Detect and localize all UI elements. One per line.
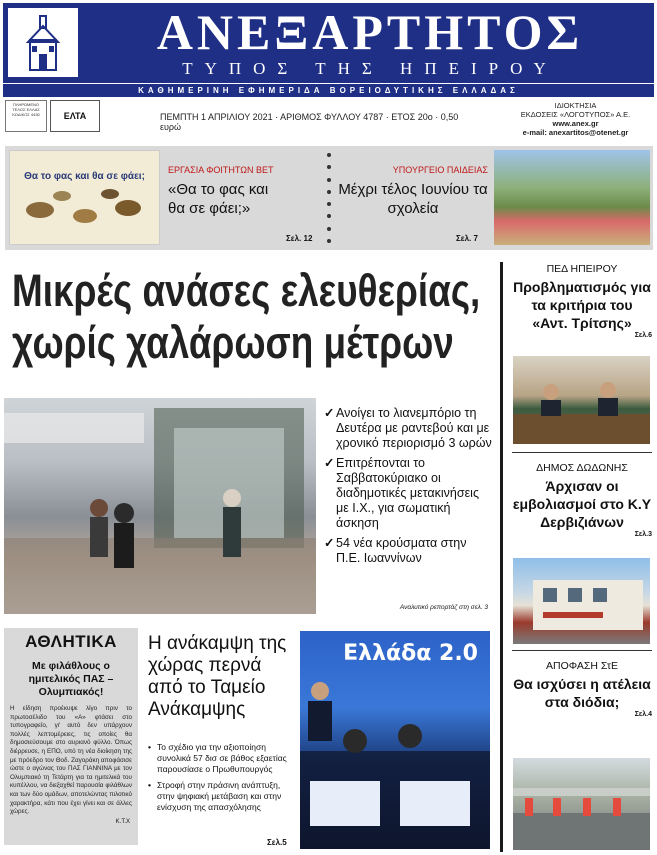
- poster-title: Θα το φας και θα σε φάει;: [24, 171, 145, 182]
- band-left-article[interactable]: [168, 165, 318, 218]
- recovery-event-photo: [300, 631, 490, 849]
- toll-illustration: [513, 758, 650, 850]
- owner-publisher: ΕΚΔΟΣΕΙΣ «ΛΟΓΟΤΥΠΟΣ» Α.Ε.: [520, 110, 631, 119]
- sports-signature: Κ.Τ.Χ: [115, 818, 130, 825]
- main-headline-line2: χωρίς χαλάρωση μέτρων: [12, 317, 454, 368]
- recovery-page: Σελ.5: [267, 838, 287, 847]
- main-bullet-1: ✓ Ανοίγει το λιανεμπόριο τη Δευτέρα με ραντεβού και με χρονικό περιορισμό 3 ωρών: [324, 406, 494, 451]
- sports-headline[interactable]: Με φιλάθλους ο ημιτελικός ΠΑΣ – Ολυμπιακός!: [28, 660, 114, 698]
- health-center-photo: [513, 558, 650, 644]
- dotted-separator: [326, 153, 331, 243]
- event-poster-image: [9, 150, 160, 245]
- ownership-info: [498, 101, 653, 137]
- band-left-page: Σελ. 12: [286, 234, 313, 243]
- meeting-illustration: [513, 356, 650, 444]
- recovery-headline[interactable]: Η ανάκαμψη της χώρας περνά από το Ταμείο Ανάκαμψης: [148, 633, 287, 720]
- main-headline[interactable]: [12, 265, 481, 369]
- dateline: ΠΕΜΠΤΗ 1 ΑΠΡΙΛΙΟΥ 2021 · ΑΡΙΘΜΟΣ ΦΥΛΛΟΥ 4787 · ΕΤΟΣ 20ο · 0,50 ευρώ: [160, 112, 459, 132]
- right-article-3-caption: ΑΠΟΦΑΣΗ ΣτΕ: [546, 660, 618, 672]
- main-bullet-3: ✓ 54 νέα κρούσματα στην Π.Ε. Ιωαννίνων: [324, 536, 494, 566]
- main-bullets: [324, 406, 494, 571]
- schoolchildren-photo: [494, 150, 650, 245]
- owner-email[interactable]: e-mail: anexartitos@otenet.gr: [522, 128, 629, 137]
- newspaper-logo: [6, 6, 80, 79]
- right-article-2[interactable]: [512, 462, 652, 538]
- right-article-3-page: Σελ.4: [634, 711, 652, 718]
- column-divider: [500, 262, 503, 852]
- right-article-3-headline[interactable]: Θα ισχύσει η ατέλεια στα διόδια;: [513, 676, 651, 710]
- postage-badge: ΠΛΗΡΩΜΕΝΟ ΤΕΛΟΣ ΕΛΛΑΣ ΚΩΔΙΚΟΣ 4430: [5, 100, 47, 132]
- owner-website[interactable]: www.anex.gr: [552, 119, 599, 128]
- right-article-2-page: Σελ.3: [634, 531, 652, 538]
- newspaper-subtitle: ΤΥΠΟΣ ΤΗΣ ΗΠΕΙΡΟΥ: [182, 59, 558, 78]
- insects-illustration: [10, 182, 159, 232]
- owner-label: ΙΔΙΟΚΤΗΣΙΑ: [554, 101, 597, 110]
- greece-2-0-logo: Ελλάδα 2.0: [343, 641, 478, 666]
- elta-label: ΕΛΤΑ: [63, 111, 87, 121]
- report-reference: Αναλυτικό ρεπορτάζ στη σελ. 3: [399, 604, 488, 611]
- sports-caption: ΑΘΛΗΤΙΚΑ: [25, 632, 117, 651]
- newspaper-tagline: ΚΑΘΗΜΕΡΙΝΗ ΕΦΗΜΕΡΙΔΑ ΒΟΡΕΙΟΔΥΤΙΚΗΣ ΕΛΛΑΔΑΣ: [3, 84, 654, 97]
- storefront-illustration: [4, 398, 316, 614]
- shopping-street-photo: [4, 398, 316, 614]
- recovery-bullet-2: • Στροφή στην πράσινη ανάπτυξη, στην ψηφιακή μετάβαση και στην ενίσχυση της απασχόλησης: [148, 780, 294, 813]
- toll-station-photo: [513, 758, 650, 850]
- church-icon: [12, 12, 74, 74]
- right-article-1[interactable]: [512, 263, 652, 339]
- band-right-article[interactable]: [338, 165, 488, 218]
- right-separator-2: [512, 650, 652, 651]
- band-left-caption: ΕΡΓΑΣΙΑ ΦΟΙΤΗΤΩΝ ΒΕΤ: [168, 165, 274, 175]
- right-article-3[interactable]: [512, 660, 652, 718]
- band-right-caption: ΥΠΟΥΡΓΕΙΟ ΠΑΙΔΕΙΑΣ: [392, 165, 488, 175]
- meeting-photo: [513, 356, 650, 444]
- elta-badge: [50, 100, 100, 132]
- band-left-headline[interactable]: «Θα το φας και θα σε φάει;»: [168, 181, 269, 217]
- right-article-2-caption: ΔΗΜΟΣ ΔΩΔΩΝΗΣ: [536, 462, 628, 474]
- right-article-2-headline[interactable]: Άρχισαν οι εμβολιασμοί στο Κ.Υ Δερβιζιάνων: [512, 478, 652, 530]
- right-article-1-page: Σελ.6: [634, 332, 652, 339]
- health-center-illustration: [513, 558, 650, 644]
- recovery-bullet-1: • Το σχέδιο για την αξιοποίηση συνολικά 57 δισ σε βάθος εξαετίας παρουσίασε ο Πρωθυπουργός: [148, 742, 294, 775]
- right-article-1-caption: ΠΕΔ ΗΠΕΙΡΟΥ: [546, 263, 618, 275]
- newspaper-title: ΑΝΕΞΑΡΤΗΤΟΣ: [156, 4, 584, 60]
- right-separator-1: [512, 452, 652, 453]
- right-article-1-headline[interactable]: Προβληματισμός για τα κριτήρια του «Αντ. Τρίτσης»: [513, 279, 651, 331]
- band-right-headline[interactable]: Μέχρι τέλος Ιουνίου τα σχολεία: [338, 181, 488, 217]
- band-right-page: Σελ. 7: [456, 234, 478, 243]
- main-headline-line1: Μικρές ανάσες ελευθερίας,: [12, 265, 481, 316]
- main-bullet-2: ✓ Επιτρέπονται το Σαββατοκύριακο οι διαδημοτικές μετακινήσεις με Ι.Χ., για σωματική άσκηση: [324, 456, 494, 531]
- sports-body: Η είδηση προέκυψε λίγο πριν το πρωτοσέλιδο του «Α» φτάσει στο τυπογραφείο, γι' αυτό δεν υπάρχουν πολλές λεπτομέρειες, τις οποίες θα δημοσιεύσουμε στο αυριανό φύλλο. Όπως διέρρευσε, η ΕΠΟ, υπό τη νέα διοίκηση της με πρόεδρο τον Θοδ. Ζαγοράκη αποφάσισε ώστε ο αγώνας του ΠΑΣ ΓΙΑΝΝΙΝΑ με τον Ολυμπιακό τη Τετάρτη για τα ημιτελικά του κυπέλλου, να διεξαχθεί παρουσία φιλάθλων και των δύο ομάδων, αποτελώντας πιλοτικό χαρακτήρα, κάτι που έχει γίνει και σε άλλες χώρες.: [10, 705, 132, 816]
- recovery-bullets: [148, 742, 294, 818]
- sports-box: [4, 628, 138, 845]
